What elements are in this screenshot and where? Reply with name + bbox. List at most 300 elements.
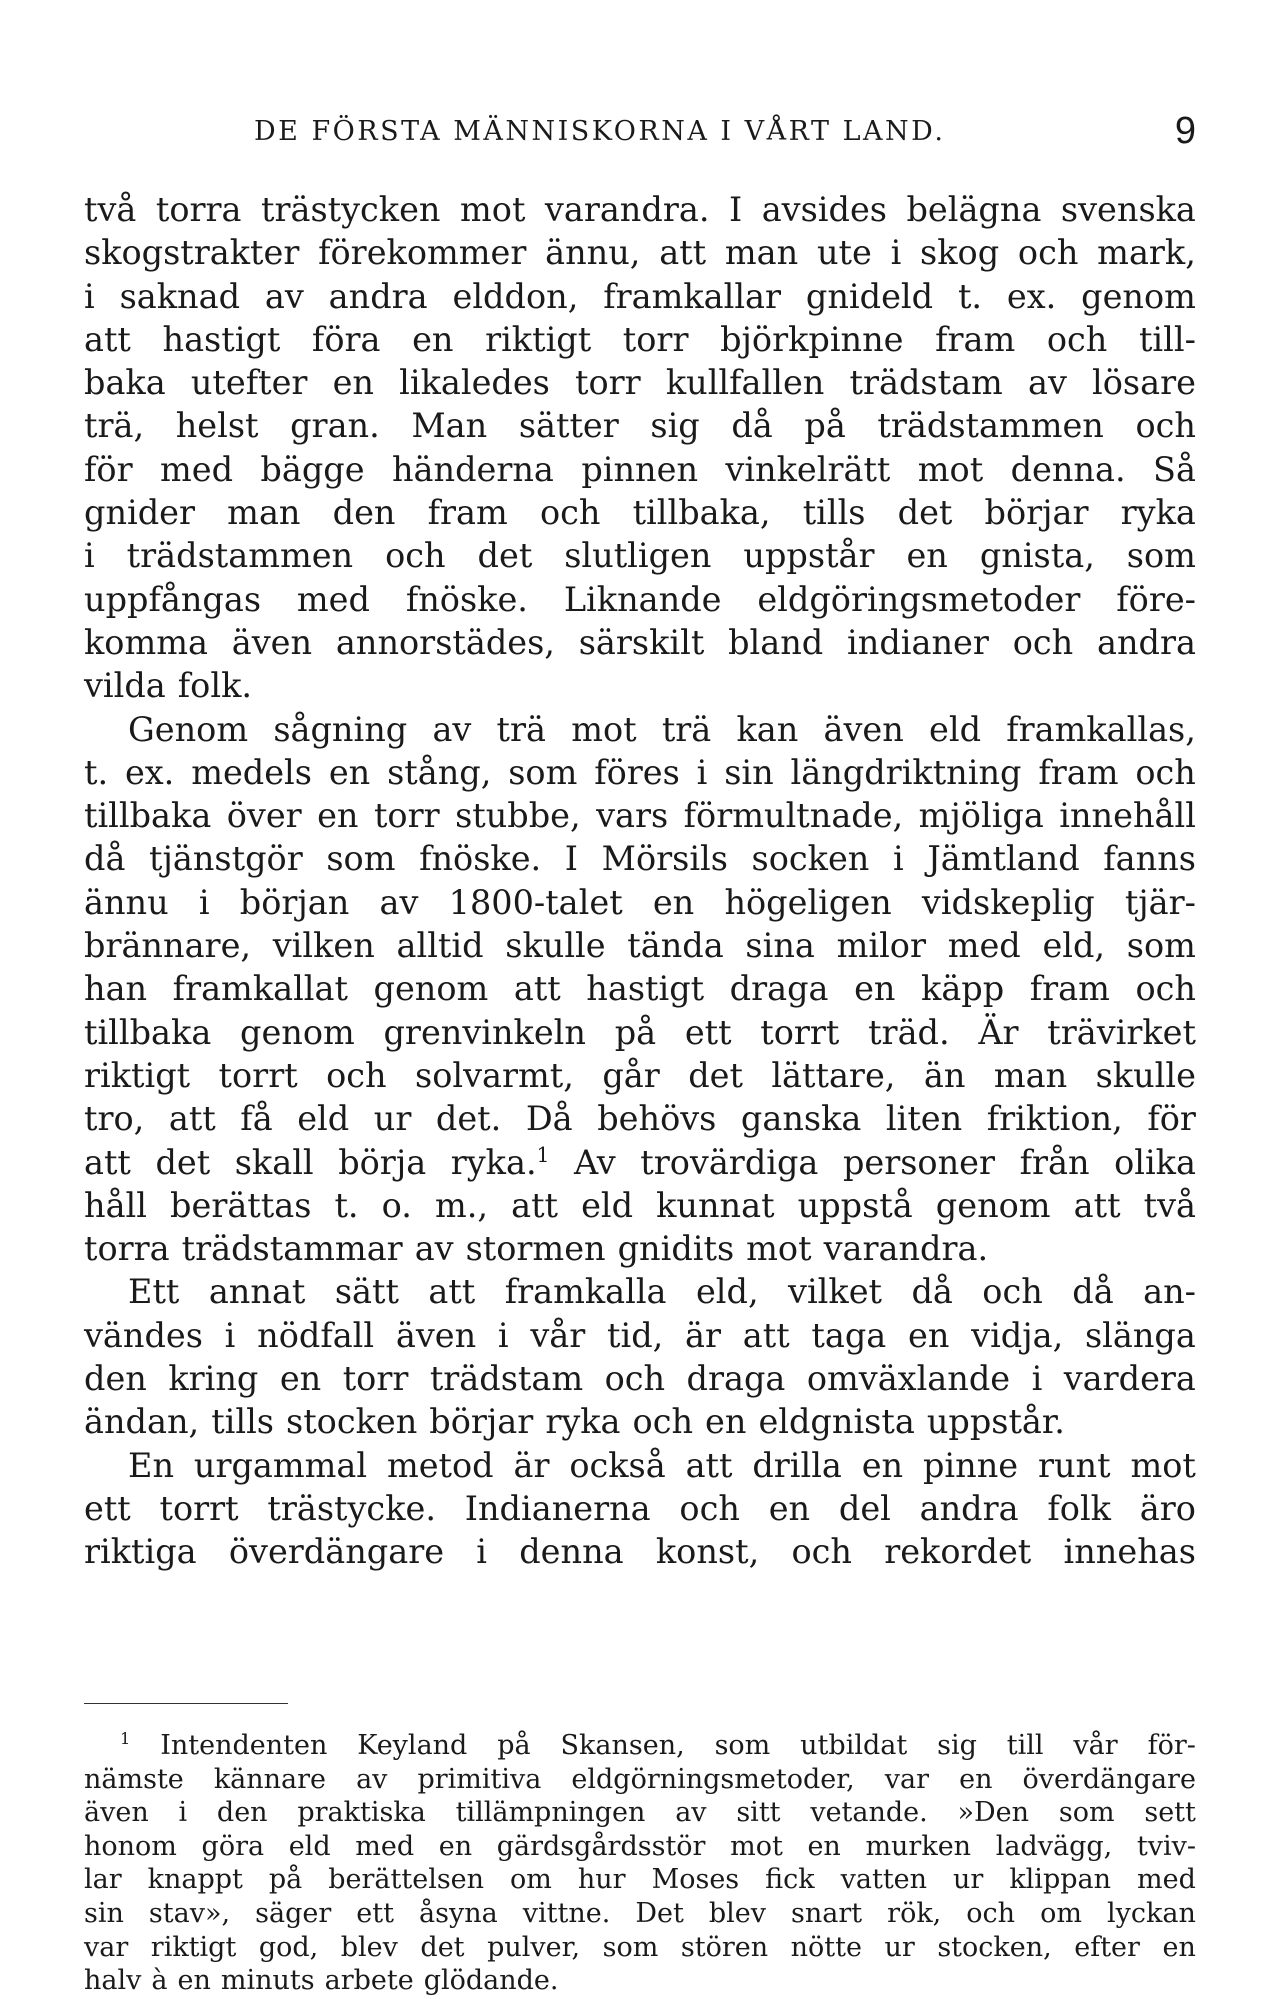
- text-line-word: den: [84, 1359, 147, 1399]
- text-line-word: ett: [684, 1012, 732, 1052]
- text-line-word: två: [1143, 1185, 1196, 1225]
- text-line-word: man: [724, 233, 799, 273]
- footnote-line-word: berättelsen: [328, 1864, 485, 1896]
- text-line-word: genom: [1081, 276, 1196, 316]
- footnote-line-word: var: [884, 1763, 930, 1795]
- text-line-word: skulle: [1095, 1055, 1196, 1095]
- text-line-word: slutligen: [564, 536, 712, 576]
- text-line-word: utefter: [190, 363, 308, 403]
- text-line-word: gnista,: [979, 536, 1095, 576]
- text-line-word: skog: [920, 233, 1000, 273]
- text-line-word: denna.: [1010, 449, 1126, 489]
- footnote-line-word: halv: [84, 1965, 142, 1997]
- footnote-line-word: à: [151, 1965, 168, 1997]
- text-line-word: torr: [622, 319, 689, 359]
- text-line: [84, 666, 1196, 709]
- text-line-word: av: [414, 1229, 454, 1269]
- footnote-line-word: av: [675, 1797, 707, 1829]
- text-line-word: av: [379, 882, 419, 922]
- text-line-word: uppfångas: [84, 579, 262, 619]
- text-line-word: att: [84, 319, 131, 359]
- text-line-word: ur: [373, 1099, 412, 1139]
- text-line-word: trovärdiga: [640, 1142, 819, 1182]
- running-title: DE FÖRSTA MÄNNISKORNA I VÅRT LAND.: [254, 116, 946, 147]
- text-line-word: från: [1019, 1142, 1090, 1182]
- text-line-word: trä,: [84, 406, 145, 446]
- footnote-line-word: vetande.: [810, 1797, 928, 1829]
- text-line-word: fanns: [1103, 839, 1196, 879]
- text-line-word: tillbaka: [84, 796, 212, 836]
- footnote-line-word: om: [510, 1864, 552, 1896]
- text-line-word: ganska: [740, 1099, 862, 1139]
- footnote-rule: [84, 1703, 288, 1704]
- text-line-word: kullfallen: [665, 363, 825, 403]
- footnote-line-word: sig: [937, 1730, 977, 1761]
- text-line-word: olika: [1114, 1142, 1196, 1182]
- text-line-word: t.: [334, 1185, 359, 1225]
- text-line-word: behövs: [597, 1099, 717, 1139]
- footnote-line-word: en: [1162, 1931, 1196, 1963]
- text-line-word: trädstammar: [181, 1229, 403, 1269]
- text-line-word: att: [511, 1185, 558, 1225]
- text-line-word: torrt: [159, 1488, 239, 1528]
- text-line-word: en: [705, 1402, 747, 1442]
- text-line-word: torr: [373, 796, 440, 836]
- footnote-line-word: vittne.: [522, 1897, 611, 1929]
- text-line-word: vinkelrätt: [725, 449, 891, 489]
- text-line-word: som: [1126, 536, 1196, 576]
- text-line-word: högeligen: [724, 882, 892, 922]
- text-line-word: I: [728, 190, 743, 229]
- text-line-word: folk.: [177, 666, 253, 706]
- text-line-word: i: [224, 1315, 236, 1355]
- text-line-word: Jämtland: [927, 839, 1080, 879]
- text-line-word: på: [804, 406, 846, 446]
- text-line-word: genom: [240, 1012, 355, 1052]
- text-line-word: helst: [175, 406, 259, 446]
- footnote-line-word: ur: [953, 1864, 984, 1896]
- text-line: [84, 926, 1196, 969]
- text-line-word: går: [602, 1055, 660, 1095]
- footnote-line-word: mot: [730, 1830, 783, 1862]
- text-line-word: av: [264, 276, 304, 316]
- text-line-word: också: [569, 1445, 666, 1485]
- text-line: [84, 1013, 1196, 1056]
- text-line-word: Man: [411, 406, 488, 446]
- text-line-word: vidja,: [971, 1315, 1064, 1355]
- footnote-line-word: fick: [765, 1864, 815, 1896]
- text-line-word: käpp: [921, 969, 1005, 1009]
- footnote-line-word: stören: [680, 1931, 769, 1963]
- text-line-word: torrt: [218, 1055, 298, 1095]
- footnote-line-word: i: [178, 1797, 188, 1829]
- footnote-line-word: riktigt: [150, 1931, 237, 1963]
- footnote-line-word: den: [216, 1797, 268, 1829]
- text-line-word: stång,: [387, 752, 492, 792]
- text-line-word: elddon,: [452, 276, 579, 316]
- text-line-word: berättas: [170, 1185, 312, 1225]
- footnote-line-word: göra: [201, 1830, 265, 1862]
- text-line-word: framkalla: [504, 1272, 667, 1312]
- footnote-line-word: en: [177, 1965, 211, 1997]
- running-head: [84, 110, 1196, 160]
- text-line-word: Mörsils: [601, 839, 728, 879]
- text-line-word: sin: [724, 752, 774, 792]
- footnote-line-word: eldgörningsmetoder,: [571, 1763, 855, 1795]
- text-line-word: torra: [155, 190, 242, 229]
- text-line-word: en: [279, 1359, 322, 1399]
- text-line-word: som: [508, 752, 578, 792]
- text-line: [84, 233, 1196, 276]
- text-line: [84, 1359, 1196, 1402]
- text-line-word: det: [155, 1142, 211, 1182]
- text-line-word: Indianerna: [464, 1488, 651, 1528]
- text-line-word: och: [1012, 622, 1074, 662]
- text-line-word: eldgnista: [758, 1402, 915, 1442]
- text-line-word: vilket: [788, 1272, 882, 1312]
- text-line-word: sätter: [518, 406, 619, 446]
- text-line-word: få: [240, 1099, 273, 1139]
- text-line-word: bägge: [260, 449, 365, 489]
- text-line-word: belägna: [906, 190, 1042, 229]
- footnote-line-word: rök,: [887, 1897, 942, 1929]
- text-line: [84, 1489, 1196, 1532]
- text-line-word: friktion,: [986, 1099, 1123, 1139]
- footnote-line-word: överdängare: [1022, 1763, 1196, 1795]
- text-line: [84, 450, 1196, 493]
- footnote-reference[interactable]: 1: [536, 1142, 550, 1167]
- footnote-line: [84, 1898, 1196, 1932]
- text-line-word: överdängare: [228, 1532, 445, 1572]
- text-line-word: av: [432, 709, 472, 749]
- text-line-word: likaledes: [399, 363, 550, 403]
- text-line-word: tjär-: [1124, 882, 1196, 922]
- text-line-word: indianer: [847, 622, 989, 662]
- text-line: [84, 710, 1196, 753]
- text-line-word: kunnat: [656, 1185, 775, 1225]
- text-line-word: tända: [627, 926, 724, 966]
- text-line-word: runt: [1037, 1445, 1111, 1485]
- text-line-word: en: [328, 752, 371, 792]
- text-line: [84, 969, 1196, 1012]
- footnote-line-word: även: [84, 1797, 149, 1829]
- footnote-line-word: Moses: [651, 1864, 740, 1896]
- text-line-word: det: [897, 493, 953, 533]
- text-line-word: trä: [661, 709, 712, 749]
- text-line-word: slänga: [1084, 1315, 1196, 1355]
- text-line-word: saknad: [119, 276, 241, 316]
- text-line-word: medels: [191, 752, 312, 792]
- text-line-word: Så: [1153, 449, 1196, 489]
- text-line-word: den: [332, 493, 396, 533]
- text-line-word: andra: [328, 276, 428, 316]
- text-line-word: en: [906, 536, 948, 576]
- text-line: [84, 536, 1196, 579]
- text-line-word: stocken: [286, 1402, 418, 1442]
- text-line-word: längdriktning: [790, 752, 1022, 792]
- text-line-word: ryka.$^1$: [450, 1142, 550, 1182]
- text-line-word: över: [226, 796, 302, 836]
- footnote-line-word: tviv-: [1136, 1830, 1196, 1862]
- footnote-line-word: på: [497, 1730, 531, 1761]
- text-line-word: är: [685, 1315, 722, 1355]
- text-line-word: 1800-talet: [448, 882, 623, 922]
- text-line: [84, 1143, 1196, 1186]
- text-line-word: t.: [84, 752, 109, 792]
- text-line-word: Då: [525, 1099, 573, 1139]
- text-line-word: förmultnade,: [683, 796, 904, 836]
- footnote-line-word: gärdsgårdsstör: [496, 1830, 706, 1862]
- text-line-word: att: [685, 1445, 733, 1485]
- text-line-word: ännu,: [545, 233, 641, 273]
- text-line-word: då: [731, 406, 773, 446]
- text-line-word: fnöske.: [405, 579, 528, 619]
- text-line-word: mjöliga: [918, 796, 1044, 836]
- footnote-line-word: som: [1058, 1797, 1115, 1829]
- footnote-line-word: vatten: [840, 1864, 928, 1896]
- footnote: [84, 1730, 1196, 1999]
- footnote-line-word: det: [420, 1931, 465, 1963]
- text-line-word: ännu: [84, 882, 169, 922]
- text-line-word: föres: [594, 752, 680, 792]
- footnote-line-word: en: [959, 1763, 993, 1795]
- text-line-word: tills: [802, 493, 866, 533]
- text-line: [84, 190, 1196, 233]
- text-line-word: för: [1147, 1099, 1196, 1139]
- text-line: [84, 1229, 1196, 1272]
- text-line-word: med: [947, 926, 1021, 966]
- text-line-word: svenska: [1060, 190, 1196, 229]
- text-line-word: i: [476, 1532, 487, 1572]
- footnote-line-word: pulver,: [487, 1931, 581, 1963]
- footnote-line-word: blev: [340, 1931, 398, 1963]
- footnote-line-word: kännare: [213, 1763, 327, 1795]
- text-line-word: eldgöringsmetoder: [757, 579, 1081, 619]
- footnote-line-word: sett: [1144, 1797, 1196, 1829]
- text-line-word: händerna: [391, 449, 554, 489]
- text-line-word: gnidits: [617, 1229, 735, 1269]
- footnote-line-word: Skansen,: [560, 1730, 685, 1761]
- footnote-line-word: stav»,: [148, 1897, 231, 1929]
- footnote-line: [84, 1797, 1196, 1831]
- text-line-word: skogstrakter: [84, 233, 300, 273]
- footnote-line-word: tillämpningen: [455, 1797, 646, 1829]
- footnote-line-word: var: [84, 1931, 129, 1963]
- text-line-word: sätt: [334, 1272, 399, 1312]
- text-line-word: eld,: [695, 1272, 759, 1312]
- text-line-word: som: [326, 839, 396, 879]
- text-line-word: konst,: [655, 1532, 760, 1572]
- footnote-line-word: minuts: [220, 1965, 315, 1997]
- text-line-word: ändan,: [84, 1402, 200, 1442]
- text-line-word: och: [326, 1055, 387, 1095]
- text-line-word: trädstammen: [877, 406, 1104, 446]
- text-line-word: socken: [751, 839, 870, 879]
- text-line-word: bland: [728, 622, 824, 662]
- text-line-word: varandra.: [823, 1229, 989, 1269]
- text-line-word: då: [1072, 1272, 1114, 1312]
- text-line-word: gnideld: [805, 276, 934, 316]
- text-line-word: torr: [342, 1359, 409, 1399]
- footnote-line-word: sitt: [736, 1797, 781, 1829]
- text-line-word: träd.: [868, 1012, 950, 1052]
- text-line-word: trädstam: [429, 1359, 584, 1399]
- text-line-word: En: [128, 1445, 175, 1485]
- text-line-word: pinnen: [581, 449, 699, 489]
- footnote-line-word: hur: [577, 1864, 626, 1896]
- text-line-word: mot: [746, 1229, 812, 1269]
- text-line-word: förekommer: [318, 233, 527, 273]
- text-line-word: mark,: [1097, 233, 1196, 273]
- text-line-word: att: [659, 233, 707, 273]
- footnote-line-word: Keyland: [357, 1730, 468, 1761]
- text-line-word: då: [911, 1272, 953, 1312]
- text-line-word: urgammal: [193, 1445, 368, 1485]
- text-line-word: uppstår: [743, 536, 875, 576]
- footnote-line-word: ladvägg,: [995, 1830, 1113, 1862]
- text-line: [84, 363, 1196, 406]
- body-text: [84, 190, 1196, 1576]
- text-line-word: trädstammen: [126, 536, 354, 576]
- text-line-word: riktiga: [84, 1532, 197, 1572]
- text-line-word: även: [823, 709, 904, 749]
- text-line: [84, 623, 1196, 666]
- text-line-word: genom: [935, 1185, 1051, 1225]
- text-line-word: trästycke.: [267, 1488, 436, 1528]
- text-line-word: på: [614, 1012, 657, 1052]
- text-line-word: innehas: [1063, 1532, 1196, 1572]
- text-line-word: än: [923, 1055, 966, 1095]
- text-line-word: framkallas,: [1006, 709, 1196, 749]
- footnote-line-word: utbildat: [800, 1730, 908, 1761]
- text-line-word: att: [742, 1315, 790, 1355]
- text-line-word: Är: [978, 1012, 1019, 1052]
- text-line-word: trävirket: [1047, 1012, 1196, 1052]
- text-line-word: en: [854, 969, 896, 1009]
- footnote-line-word: vår: [1073, 1730, 1118, 1761]
- text-line-word: och: [679, 1488, 740, 1528]
- footnote-line-word: med: [1136, 1864, 1196, 1896]
- text-line-word: i: [696, 752, 708, 792]
- text-line-word: i: [198, 882, 210, 922]
- text-line-word: framkallar: [603, 276, 782, 316]
- text-line-word: och: [1017, 233, 1079, 273]
- text-line-word: även: [231, 622, 313, 662]
- text-line-word: tid,: [607, 1315, 664, 1355]
- footnote-line-word: för-: [1147, 1730, 1196, 1761]
- text-line-word: tillbaka: [84, 1012, 212, 1052]
- text-line-word: i: [892, 839, 904, 879]
- text-line-word: genom: [373, 969, 489, 1009]
- text-line-word: och: [385, 536, 446, 576]
- footnote-line-word: ett: [356, 1897, 394, 1929]
- footnote-line-word: knappt: [147, 1864, 243, 1896]
- text-line-word: eld: [581, 1185, 634, 1225]
- text-line-word: vändes: [84, 1315, 203, 1355]
- text-line-word: vilken: [272, 926, 375, 966]
- text-line-word: att: [84, 1142, 131, 1182]
- text-line-word: Liknande: [563, 579, 722, 619]
- text-line: [84, 320, 1196, 363]
- text-line-word: före-: [1116, 579, 1196, 619]
- text-line-word: milor: [836, 926, 926, 966]
- text-line-word: solvarmt,: [415, 1055, 574, 1095]
- text-line-word: tjänstgör: [149, 839, 303, 879]
- footnote-line-word: en: [438, 1830, 473, 1862]
- footnote-line-word: eld: [288, 1830, 331, 1862]
- text-line: [84, 493, 1196, 536]
- text-line-word: att: [513, 969, 561, 1009]
- text-line-word: börja: [338, 1142, 427, 1182]
- footnote-line: [84, 1764, 1196, 1798]
- text-line: [84, 277, 1196, 320]
- text-line-word: och: [1135, 406, 1196, 446]
- footnote-line-word: snart: [791, 1897, 863, 1929]
- footnote-line-word: lyckan: [1107, 1897, 1196, 1929]
- text-line-word: att: [1073, 1185, 1121, 1225]
- text-line: [84, 1532, 1196, 1575]
- text-line-word: björkpinne: [720, 319, 904, 359]
- text-line-word: avsides: [761, 190, 887, 229]
- footnote-line: [84, 1831, 1196, 1865]
- text-line-word: då: [84, 839, 126, 879]
- text-line-word: lösare: [1092, 363, 1196, 403]
- text-line-word: tills: [211, 1402, 274, 1442]
- footnote-line-word: som: [602, 1931, 659, 1963]
- text-line-word: fram: [1038, 752, 1119, 792]
- text-line-word: vars: [596, 796, 669, 836]
- text-line-word: sågning: [273, 709, 408, 749]
- text-line-word: fnöske.: [419, 839, 542, 879]
- text-line-word: nödfall: [257, 1315, 375, 1355]
- page-number: 9: [1174, 110, 1196, 152]
- text-line-word: grenvinkeln: [383, 1012, 586, 1052]
- text-line-word: ute: [816, 233, 872, 273]
- text-line-word: med: [296, 579, 370, 619]
- footnote-line-word: stocken,: [937, 1931, 1052, 1963]
- text-line-word: fram: [427, 493, 508, 533]
- text-line-word: hastigt: [162, 319, 281, 359]
- text-line: [84, 1186, 1196, 1229]
- text-line-word: eld: [929, 709, 982, 749]
- text-line-word: håll: [84, 1185, 147, 1225]
- footnote-line-word: Det: [635, 1897, 684, 1929]
- text-line-word: tillbaka,: [632, 493, 771, 533]
- text-line-word: omväxlande: [806, 1359, 1011, 1399]
- text-line-word: del: [838, 1488, 891, 1528]
- text-line-word: och: [539, 493, 601, 533]
- footnote-line: [84, 1965, 1196, 1999]
- footnote-line-word: en: [807, 1830, 841, 1862]
- text-line-word: sig: [650, 406, 700, 446]
- text-line-word: komma: [84, 622, 208, 662]
- text-line-word: att: [168, 1099, 216, 1139]
- text-line-word: början: [239, 882, 350, 922]
- text-line-word: gnider: [84, 493, 196, 533]
- text-line-word: fram: [1029, 969, 1110, 1009]
- text-line-word: med: [159, 449, 234, 489]
- text-line: [84, 796, 1196, 839]
- footnote-line-word: på: [268, 1864, 303, 1896]
- footnote-line-word: lar: [84, 1864, 122, 1896]
- text-line-word: det: [477, 536, 533, 576]
- footnote-line-word: som: [714, 1730, 771, 1761]
- text-line-word: draga: [729, 969, 829, 1009]
- text-line-word: riktigt: [84, 1055, 191, 1095]
- text-line-word: torr: [575, 363, 641, 403]
- text-line-word: stubbe,: [455, 796, 581, 836]
- text-line-word: stormen: [465, 1229, 606, 1269]
